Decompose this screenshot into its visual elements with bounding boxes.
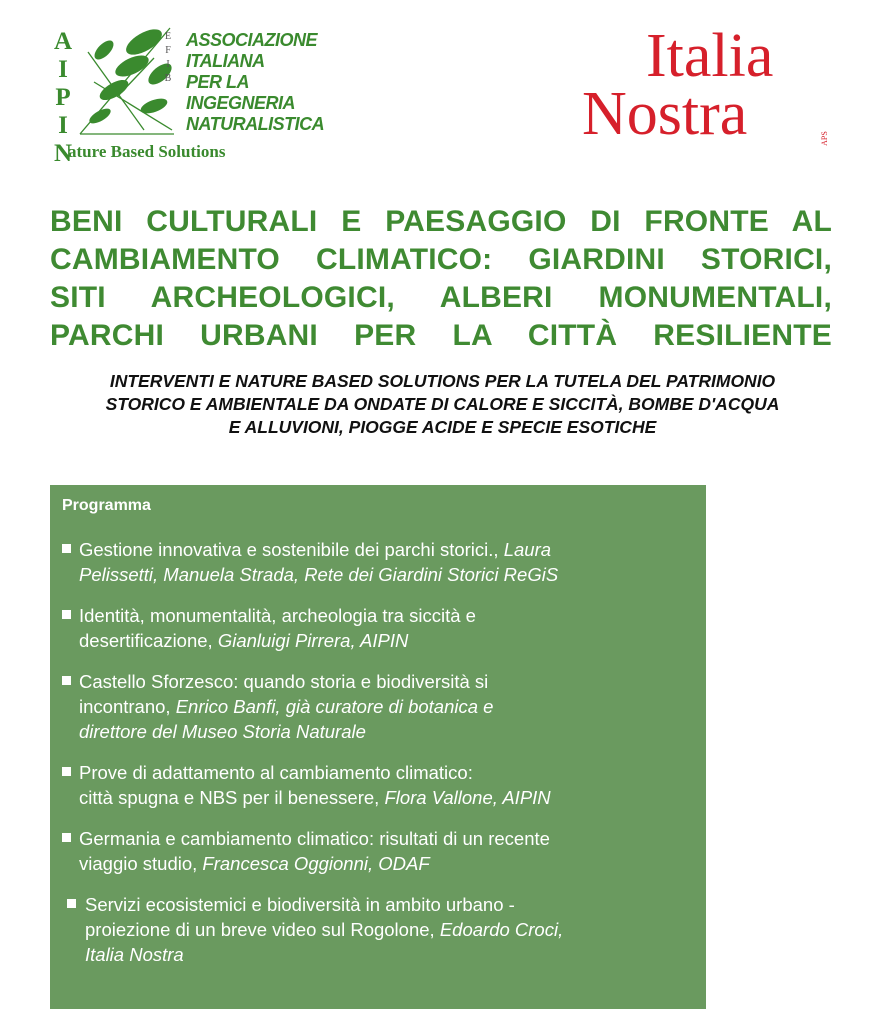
- program-item: Gestione innovativa e sostenibile dei parchi storici., Laura Pelissetti, Manuela Strada, Rete dei Giardini Storici ReGiS: [62, 537, 698, 587]
- aipin-tagline: ature Based Solutions: [68, 142, 226, 161]
- bullet-icon: [62, 833, 71, 842]
- page-title: BENI CULTURALI E PAESAGGIO DI FRONTE AL CAMBIAMENTO CLIMATICO: GIARDINI STORICI, SITI ARCHEOLOGICI, ALBERI MONUMENTALI, PARCHI URBANI PER LA CITTÀ RESILIENTE: [50, 205, 832, 352]
- efib-letters: E F I B: [164, 31, 172, 84]
- program-item: Servizi ecosistemici e biodiversità in ambito urbano - proiezione di un breve video sul Rogolone, Edoardo Croci, Italia Nostra: [62, 892, 698, 967]
- program-item: Identità, monumentalità, archeologia tra siccità e desertificazione, Gianluigi Pirrera, AIPIN: [62, 603, 698, 653]
- program-item: Germania e cambiamento climatico: risultati di un recente viaggio studio, Francesca Oggionni, ODAF: [62, 826, 698, 876]
- logo-aps-suffix: APS: [819, 131, 829, 146]
- logo-word-nostra: Nostra: [582, 80, 748, 148]
- page-subtitle: INTERVENTI E NATURE BASED SOLUTIONS PER LA TUTELA DEL PATRIMONIO STORICO E AMBIENTALE DA ONDATE DI CALORE E SICCITÀ, BOMBE D'ACQUA E ALLUVIONI, PIOGGE ACIDE E SPECIE ESOTICHE: [105, 371, 780, 437]
- program-box: [50, 485, 706, 1009]
- bullet-icon: [62, 676, 71, 685]
- bullet-icon: [62, 544, 71, 553]
- logo-word-italia: Italia: [646, 22, 774, 90]
- bullet-icon: [62, 767, 71, 776]
- program-list: [62, 537, 698, 983]
- aipin-logo: [50, 22, 325, 172]
- program-item: Prove di adattamento al cambiamento climatico: città spugna e NBS per il benessere, Flora Vallone, AIPIN: [62, 760, 698, 810]
- aipin-association-name: ASSOCIAZIONE ITALIANA PER LA INGEGNERIA NATURALISTICA: [186, 30, 325, 134]
- italia-nostra-logo: [580, 22, 840, 166]
- bullet-icon: [62, 610, 71, 619]
- bullet-icon: [67, 899, 76, 908]
- program-item: Castello Sforzesco: quando storia e biodiversità si incontrano, Enrico Banfi, già curatore di botanica e direttore del Museo Storia Naturale: [62, 669, 698, 744]
- aipin-vertical-letters: A I P I N: [53, 28, 73, 167]
- program-heading: Programma: [62, 497, 151, 514]
